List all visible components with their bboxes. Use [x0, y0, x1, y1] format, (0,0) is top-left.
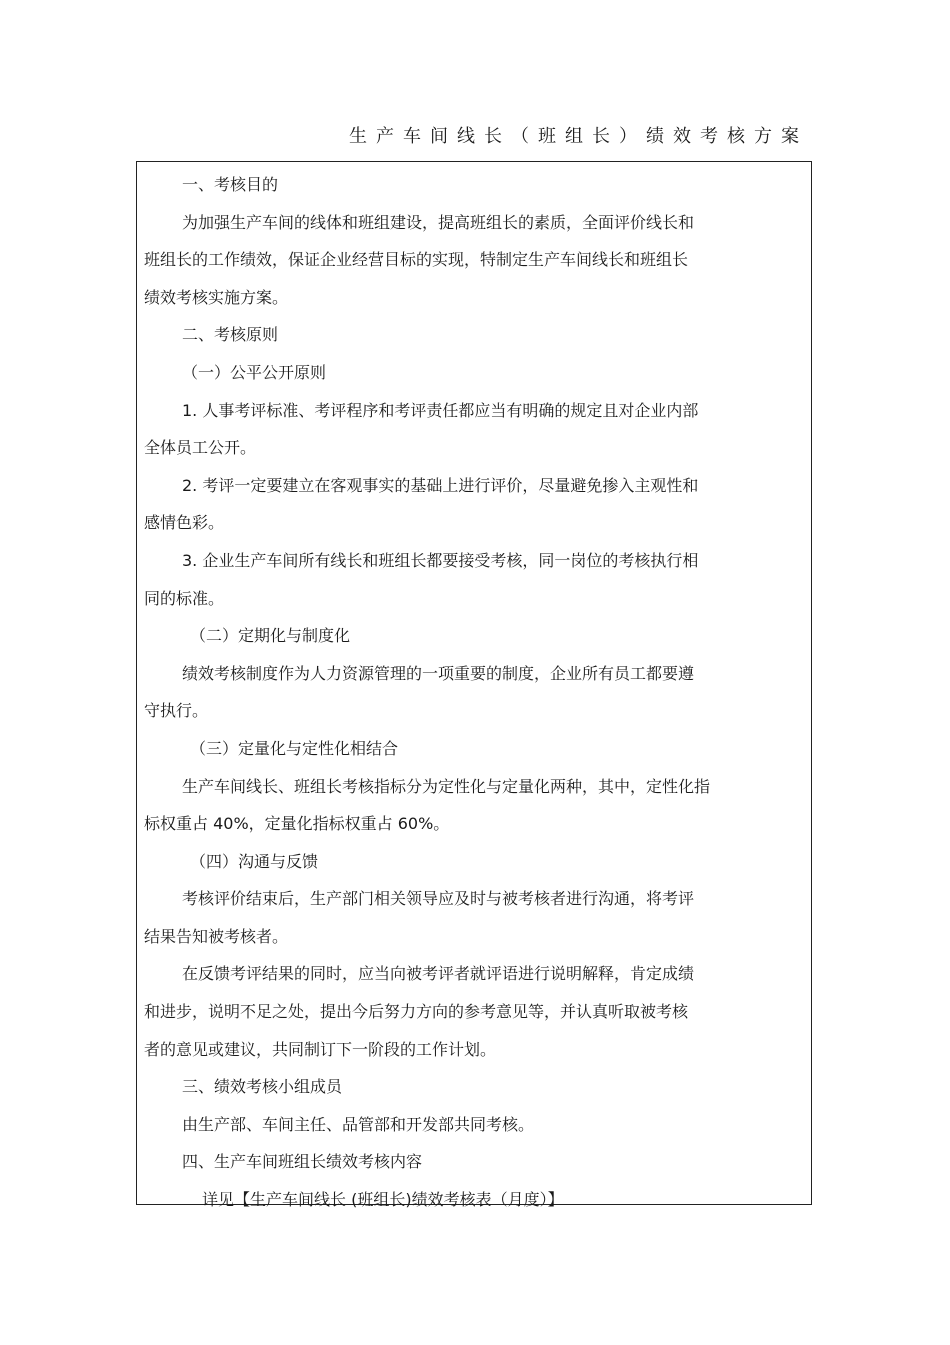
paragraph-line: 绩效考核制度作为人力资源管理的一项重要的制度，企业所有员工都要遵 — [182, 663, 695, 683]
section-heading: 二、考核原则 — [182, 325, 279, 345]
subsection-heading: （四）沟通与反馈 — [190, 851, 319, 871]
paragraph-line: 班组长的工作绩效，保证企业经营目标的实现，特制定生产车间线长和班组长 — [144, 250, 689, 270]
section-heading: 四、生产车间班组长绩效考核内容 — [182, 1152, 423, 1172]
paragraph-line: 守执行。 — [144, 701, 209, 721]
paragraph-line: 者的意见或建议，共同制订下一阶段的工作计划。 — [144, 1039, 497, 1059]
paragraph-line: 考核评价结束后，生产部门相关领导应及时与被考核者进行沟通，将考评 — [182, 889, 695, 909]
paragraph-line: 标权重占 40%，定量化指标权重占 60%。 — [144, 814, 450, 834]
paragraph-line: 绩效考核实施方案。 — [144, 287, 289, 307]
paragraph-line: 感情色彩。 — [144, 513, 225, 533]
paragraph-line: 生产车间线长、班组长考核指标分为定性化与定量化两种，其中，定性化指 — [182, 776, 711, 796]
subsection-heading: （三）定量化与定性化相结合 — [190, 738, 399, 758]
subsection-heading: （二）定期化与制度化 — [190, 626, 351, 646]
document-title: 生产车间线长（班组长）绩效考核方案 — [349, 126, 808, 147]
paragraph-line: 同的标准。 — [144, 588, 225, 608]
section-heading: 一、考核目的 — [182, 175, 279, 194]
paragraph-line: 2. 考评一定要建立在客观事实的基础上进行评价，尽量避免掺入主观性和 — [182, 475, 699, 495]
paragraph-line: 1. 人事考评标准、考评程序和考评责任都应当有明确的规定且对企业内部 — [182, 400, 699, 420]
paragraph-line: 和进步，说明不足之处，提出今后努力方向的参考意见等，并认真听取被考核 — [144, 1002, 689, 1022]
subsection-heading: （一）公平公开原则 — [182, 362, 327, 382]
paragraph-line: 为加强生产车间的线体和班组建设，提高班组长的素质，全面评价线长和 — [182, 212, 695, 232]
paragraph-line: 在反馈考评结果的同时，应当向被考评者就评语进行说明解释，肯定成绩 — [182, 964, 695, 984]
paragraph-line: 全体员工公开。 — [144, 438, 257, 458]
paragraph-line: 详见【生产车间线长 (班组长)绩效考核表（月度）】 — [202, 1190, 564, 1210]
document-body — [144, 166, 784, 1219]
content-frame — [136, 161, 812, 1210]
paragraph-line: 由生产部、车间主任、品管部和开发部共同考核。 — [182, 1114, 535, 1134]
section-heading: 三、绩效考核小组成员 — [182, 1077, 343, 1097]
paragraph-line: 结果告知被考核者。 — [144, 926, 289, 946]
paragraph-line: 3. 企业生产车间所有线长和班组长都要接受考核，同一岗位的考核执行相 — [182, 550, 699, 570]
